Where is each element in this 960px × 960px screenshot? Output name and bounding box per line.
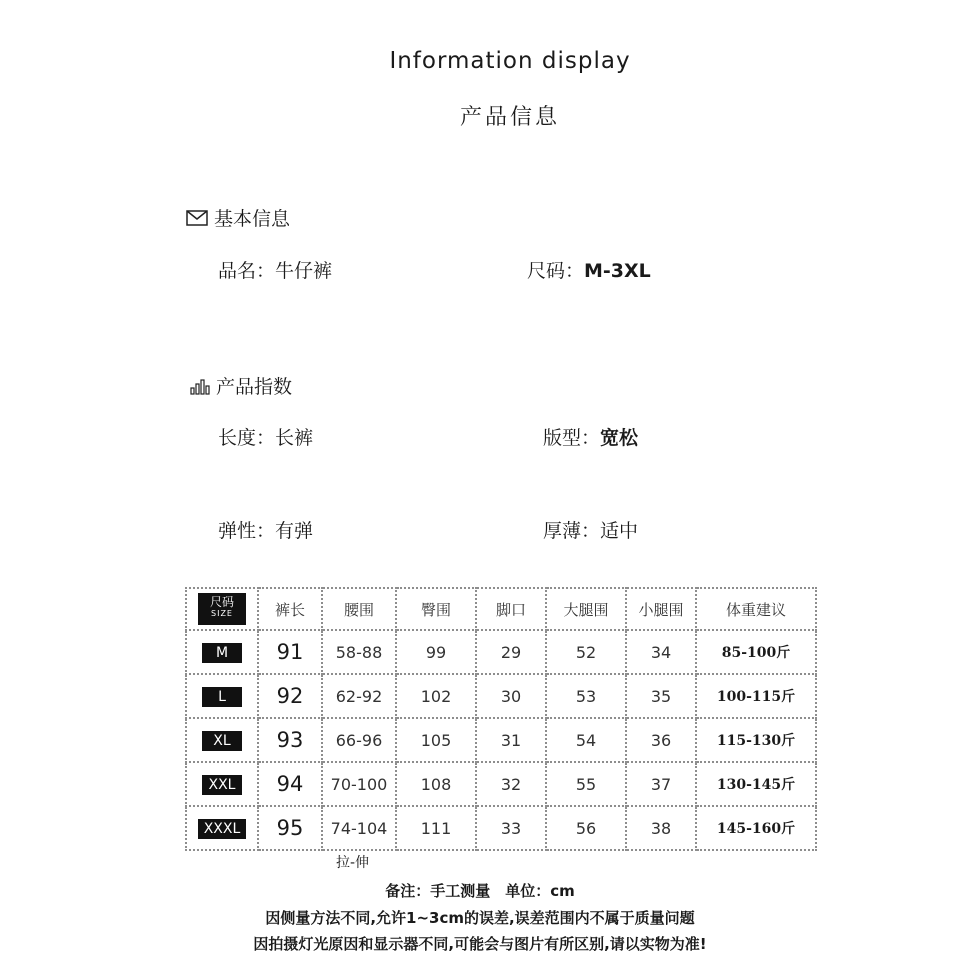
size-badge-cn: 尺码 bbox=[209, 595, 234, 609]
thigh-cell: 54 bbox=[546, 718, 626, 762]
size-cell bbox=[186, 806, 258, 850]
size-range-value: M-3XL bbox=[584, 260, 651, 282]
calf-cell: 35 bbox=[626, 674, 696, 718]
size-badge: XXXL bbox=[198, 819, 247, 839]
thickness-spec bbox=[543, 516, 638, 543]
table-row bbox=[186, 630, 816, 674]
weight-cell: 145-160斤 bbox=[696, 806, 816, 850]
stretch-note: 拉-伸 bbox=[336, 855, 370, 871]
length-spec bbox=[218, 423, 313, 450]
length-cell: 93 bbox=[258, 718, 322, 762]
calf-cell: 38 bbox=[626, 806, 696, 850]
waist-cell: 74-104 bbox=[322, 806, 396, 850]
weight-cell: 130-145斤 bbox=[696, 762, 816, 806]
color-disclaimer: 因拍摄灯光原因和显示器不同,可能会与图片有所区别,请以实物为准! bbox=[253, 935, 707, 953]
elastic-label: 弹性： bbox=[218, 520, 276, 542]
header-calf: 小腿围 bbox=[626, 588, 696, 630]
size-cell bbox=[186, 718, 258, 762]
size-cell bbox=[186, 630, 258, 674]
waist-cell: 58-88 bbox=[322, 630, 396, 674]
thigh-cell: 56 bbox=[546, 806, 626, 850]
calf-cell: 37 bbox=[626, 762, 696, 806]
header-thigh: 大腿围 bbox=[546, 588, 626, 630]
header-length: 裤长 bbox=[258, 588, 322, 630]
fit-spec bbox=[543, 423, 638, 450]
product-index-heading-text: 产品指数 bbox=[216, 376, 293, 398]
length-cell: 92 bbox=[258, 674, 322, 718]
header-weight: 体重建议 bbox=[696, 588, 816, 630]
weight-cell: 100-115斤 bbox=[696, 674, 816, 718]
size-range bbox=[527, 256, 651, 283]
hem-cell: 29 bbox=[476, 630, 546, 674]
table-row bbox=[186, 718, 816, 762]
size-range-label: 尺码： bbox=[527, 260, 585, 282]
hip-cell: 108 bbox=[396, 762, 476, 806]
calf-cell: 36 bbox=[626, 718, 696, 762]
thickness-value: 适中 bbox=[600, 520, 639, 542]
product-name-value: 牛仔裤 bbox=[275, 260, 333, 282]
size-header-badge bbox=[198, 593, 246, 625]
hip-cell: 102 bbox=[396, 674, 476, 718]
size-badge: XXL bbox=[202, 775, 242, 795]
elastic-value: 有弹 bbox=[275, 520, 314, 542]
measurement-remark: 备注：手工测量 单位：cm bbox=[385, 882, 575, 900]
header-hem: 脚口 bbox=[476, 588, 546, 630]
length-value: 长裤 bbox=[275, 427, 314, 449]
header-waist: 腰围 bbox=[322, 588, 396, 630]
weight-cell: 85-100斤 bbox=[696, 630, 816, 674]
size-table bbox=[185, 587, 817, 851]
hem-cell: 31 bbox=[476, 718, 546, 762]
product-name bbox=[218, 256, 332, 283]
hip-cell: 105 bbox=[396, 718, 476, 762]
table-row bbox=[186, 674, 816, 718]
table-header-row bbox=[186, 588, 816, 630]
thickness-label: 厚薄： bbox=[543, 520, 601, 542]
hip-cell: 99 bbox=[396, 630, 476, 674]
table-row bbox=[186, 762, 816, 806]
tolerance-note: 因侧量方法不同,允许1~3cm的误差,误差范围内不属于质量问题 bbox=[265, 909, 695, 927]
product-name-label: 品名： bbox=[218, 260, 276, 282]
bar-chart-icon bbox=[190, 377, 210, 395]
hem-cell: 33 bbox=[476, 806, 546, 850]
thigh-cell: 55 bbox=[546, 762, 626, 806]
length-cell: 94 bbox=[258, 762, 322, 806]
header-hip: 臀围 bbox=[396, 588, 476, 630]
page-title-en: Information display bbox=[389, 48, 631, 74]
waist-cell: 62-92 bbox=[322, 674, 396, 718]
size-cell bbox=[186, 674, 258, 718]
waist-cell: 70-100 bbox=[322, 762, 396, 806]
basic-info-heading bbox=[186, 204, 290, 231]
fit-value: 宽松 bbox=[600, 427, 639, 449]
calf-cell: 34 bbox=[626, 630, 696, 674]
fit-label: 版型： bbox=[543, 427, 601, 449]
table-row bbox=[186, 806, 816, 850]
thigh-cell: 52 bbox=[546, 630, 626, 674]
weight-cell: 115-130斤 bbox=[696, 718, 816, 762]
hip-cell: 111 bbox=[396, 806, 476, 850]
product-index-heading bbox=[190, 372, 292, 399]
hem-cell: 30 bbox=[476, 674, 546, 718]
length-label: 长度： bbox=[218, 427, 276, 449]
size-header-cell bbox=[186, 588, 258, 630]
waist-cell: 66-96 bbox=[322, 718, 396, 762]
size-badge: M bbox=[202, 643, 242, 663]
page-title-cn: 产品信息 bbox=[459, 105, 560, 130]
length-cell: 91 bbox=[258, 630, 322, 674]
envelope-icon bbox=[186, 210, 208, 226]
thigh-cell: 53 bbox=[546, 674, 626, 718]
size-cell bbox=[186, 762, 258, 806]
elastic-spec bbox=[218, 516, 313, 543]
hem-cell: 32 bbox=[476, 762, 546, 806]
length-cell: 95 bbox=[258, 806, 322, 850]
size-badge: L bbox=[202, 687, 242, 707]
basic-info-heading-text: 基本信息 bbox=[214, 208, 291, 230]
size-badge-en: SIZE bbox=[211, 609, 233, 618]
size-badge: XL bbox=[202, 731, 242, 751]
